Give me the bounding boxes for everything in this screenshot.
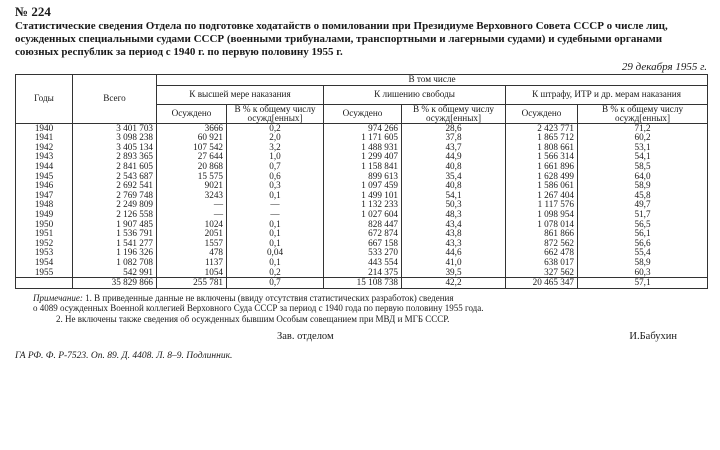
table-cell-death: 3243 (157, 191, 227, 201)
header-percent: В % к общему числу осужд[енных] (578, 104, 708, 123)
table-cell-prison: 828 447 (324, 220, 402, 230)
table-cell-prison-pct: 50,3 (402, 200, 506, 210)
table-cell-prison-pct: 40,8 (402, 162, 506, 172)
table-cell-fine-pct: 64,0 (578, 172, 708, 182)
statistics-table (15, 74, 708, 289)
table-row (16, 143, 708, 153)
table-row (16, 181, 708, 191)
table-cell-death: 478 (157, 248, 227, 258)
table-row (16, 258, 708, 268)
table-cell-prison-pct: 54,1 (402, 191, 506, 201)
table-cell-death-pct: 0,1 (227, 191, 324, 201)
table-cell-total: 1 196 326 (73, 248, 157, 258)
table-cell-death-pct: 0,1 (227, 220, 324, 230)
table-cell-fine-pct: 60,2 (578, 133, 708, 143)
table-cell-fine-pct: 53,1 (578, 143, 708, 153)
table-cell-total: 2 249 809 (73, 200, 157, 210)
table-cell-fine: 1 078 014 (506, 220, 578, 230)
header-convicted: Осуждено (157, 104, 227, 123)
header-percent: В % к общему числу осужд[енных] (227, 104, 324, 123)
table-row (16, 123, 708, 133)
table-row (16, 200, 708, 210)
table-row (16, 133, 708, 143)
table-cell-fine-pct: 57,1 (578, 278, 708, 289)
document-number: № 224 (15, 4, 51, 19)
table-cell-year: 1945 (16, 172, 73, 182)
table-cell-death-pct: 0,7 (227, 278, 324, 289)
table-cell-prison-pct: 43,4 (402, 220, 506, 230)
table-cell-prison-pct: 39,5 (402, 268, 506, 278)
table-cell-prison-pct: 43,3 (402, 239, 506, 249)
table-row (16, 162, 708, 172)
table-cell-death: 15 575 (157, 172, 227, 182)
table-cell-death: 9021 (157, 181, 227, 191)
table-cell-prison-pct: 41,0 (402, 258, 506, 268)
table-cell-total: 542 991 (73, 268, 157, 278)
table-cell-prison-pct: 48,3 (402, 210, 506, 220)
table-cell-death-pct: — (227, 200, 324, 210)
note-1: 1. В приведенные данные не включены (ввиду отсутствия статистических разработок) сведения (85, 292, 454, 303)
table-cell-year: 1941 (16, 133, 73, 143)
table-cell-death: 1024 (157, 220, 227, 230)
table-cell-fine-pct: 58,9 (578, 181, 708, 191)
table-cell-fine: 638 017 (506, 258, 578, 268)
table-cell-year: 1948 (16, 200, 73, 210)
table-cell-fine: 1 661 896 (506, 162, 578, 172)
table-cell-prison: 1 488 931 (324, 143, 402, 153)
table-cell-fine: 861 866 (506, 229, 578, 239)
table-total-row (16, 278, 708, 289)
table-cell-total: 3 401 703 (73, 123, 157, 133)
document-date: 29 декабря 1955 г. (621, 61, 707, 73)
table-cell-prison: 974 266 (324, 123, 402, 133)
table-cell-fine: 1 117 576 (506, 200, 578, 210)
table-cell-fine-pct: 71,2 (578, 123, 708, 133)
table-cell-fine: 1 586 061 (506, 181, 578, 191)
table-cell-death-pct: 0,1 (227, 239, 324, 249)
table-cell-year: 1950 (16, 220, 73, 230)
table-cell-year: 1949 (16, 210, 73, 220)
signature-position: Зав. отделом (277, 331, 334, 343)
table-cell-fine: 1 566 314 (506, 152, 578, 162)
table-cell-year: 1946 (16, 181, 73, 191)
table-cell-total: 1 536 791 (73, 229, 157, 239)
table-cell-death: 20 868 (157, 162, 227, 172)
table-cell-fine: 1 808 661 (506, 143, 578, 153)
table-cell-prison: 1 027 604 (324, 210, 402, 220)
table-cell-prison: 15 108 738 (324, 278, 402, 289)
table-cell-fine: 327 562 (506, 268, 578, 278)
table-cell-year: 1955 (16, 268, 73, 278)
table-row (16, 248, 708, 258)
table-cell-death: 3666 (157, 123, 227, 133)
table-cell-prison-pct: 37,8 (402, 133, 506, 143)
table-cell-death-pct: 0,04 (227, 248, 324, 258)
table-body (16, 123, 708, 288)
table-cell-prison: 533 270 (324, 248, 402, 258)
table-cell-prison: 1 499 101 (324, 191, 402, 201)
table-cell-death: 60 921 (157, 133, 227, 143)
table-cell-death: — (157, 210, 227, 220)
table-cell-fine: 2 423 771 (506, 123, 578, 133)
table-cell-death-pct: — (227, 210, 324, 220)
table-cell-year: 1944 (16, 162, 73, 172)
table-cell-death-pct: 3,2 (227, 143, 324, 153)
table-cell-year: 1943 (16, 152, 73, 162)
signature-block (15, 331, 707, 342)
table-cell-fine: 1 865 712 (506, 133, 578, 143)
table-cell-fine: 872 562 (506, 239, 578, 249)
table-cell-fine-pct: 45,8 (578, 191, 708, 201)
header-total: Всего (73, 75, 157, 124)
table-cell-fine-pct: 56,6 (578, 239, 708, 249)
notes (15, 293, 707, 325)
table-cell-death: 1054 (157, 268, 227, 278)
table-cell-death-pct: 0,1 (227, 229, 324, 239)
table-cell-fine: 1 098 954 (506, 210, 578, 220)
table-cell-total: 2 543 687 (73, 172, 157, 182)
table-cell-fine-pct: 60,3 (578, 268, 708, 278)
table-cell-death-pct: 0,2 (227, 268, 324, 278)
table-cell-prison-pct: 28,6 (402, 123, 506, 133)
table-cell-death-pct: 0,3 (227, 181, 324, 191)
table-cell-death: 27 644 (157, 152, 227, 162)
document-title: Статистические сведения Отдела по подготовке ходатайств о помиловании при Президиуме Верховного Совета СССР о числе лиц, осужденных специальными судами СССР (военными трибуналами, транспортными и лагерными судами) и судебными органами союзных республик за период с 1940 г. по первую половину 1955 г. (15, 20, 668, 58)
table-cell-prison-pct: 44,6 (402, 248, 506, 258)
table-cell-prison: 1 299 407 (324, 152, 402, 162)
table-cell-death: 1557 (157, 239, 227, 249)
table-cell-prison: 1 132 233 (324, 200, 402, 210)
table-row (16, 239, 708, 249)
table-cell-death: 255 781 (157, 278, 227, 289)
table-cell-year: 1942 (16, 143, 73, 153)
table-cell-prison: 899 613 (324, 172, 402, 182)
table-cell-prison: 672 874 (324, 229, 402, 239)
header-convicted: Осуждено (324, 104, 402, 123)
archive-reference: ГА РФ. Ф. Р-7523. Оп. 89. Д. 4408. Л. 8–9. Подлинник. (15, 351, 233, 362)
table-cell-total: 1 082 708 (73, 258, 157, 268)
note-2: 2. Не включены также сведения об осужденных бывшим Особым совещанием при МВД и МГБ СССР. (56, 313, 450, 324)
header-years: Годы (16, 75, 73, 124)
table-cell-death-pct: 0,1 (227, 258, 324, 268)
table-cell-total: 2 893 365 (73, 152, 157, 162)
table-cell-total: 1 541 277 (73, 239, 157, 249)
table-cell-prison-pct: 40,8 (402, 181, 506, 191)
table-cell-prison: 667 158 (324, 239, 402, 249)
table-cell-total: 2 769 748 (73, 191, 157, 201)
table-row (16, 152, 708, 162)
table-cell-fine-pct: 51,7 (578, 210, 708, 220)
header-convicted: Осуждено (506, 104, 578, 123)
table-cell-total: 2 692 541 (73, 181, 157, 191)
table-cell-prison: 1 158 841 (324, 162, 402, 172)
signature-name: И.Бабухин (629, 331, 677, 343)
table-cell-death-pct: 0,7 (227, 162, 324, 172)
notes-label: Примечание: (33, 292, 83, 303)
table-cell-prison-pct: 43,7 (402, 143, 506, 153)
table-cell-prison: 443 554 (324, 258, 402, 268)
header-fine: К штрафу, ИТР и др. мерам наказания (506, 85, 708, 104)
table-cell-death-pct: 0,6 (227, 172, 324, 182)
table-cell-fine-pct: 56,5 (578, 220, 708, 230)
table-cell-fine-pct: 54,1 (578, 152, 708, 162)
table-cell-death: 2051 (157, 229, 227, 239)
table-cell-prison-pct: 43,8 (402, 229, 506, 239)
table-cell-fine-pct: 58,9 (578, 258, 708, 268)
table-cell-fine: 1 628 499 (506, 172, 578, 182)
table-cell-fine-pct: 49,7 (578, 200, 708, 210)
header-imprisonment: К лишению свободы (324, 85, 506, 104)
table-cell-fine-pct: 55,4 (578, 248, 708, 258)
table-row (16, 210, 708, 220)
table-row (16, 220, 708, 230)
table-row (16, 268, 708, 278)
table-row (16, 172, 708, 182)
table-cell-total: 35 829 866 (73, 278, 157, 289)
table-cell-prison: 214 375 (324, 268, 402, 278)
table-cell-year: 1954 (16, 258, 73, 268)
table-cell-year: 1951 (16, 229, 73, 239)
header-including: В том числе (157, 75, 708, 86)
table-cell-year: 1953 (16, 248, 73, 258)
table-cell-fine: 20 465 347 (506, 278, 578, 289)
table-cell-total: 3 405 134 (73, 143, 157, 153)
table-cell-death-pct: 2,0 (227, 133, 324, 143)
table-cell-year (16, 278, 73, 289)
table-cell-total: 3 098 238 (73, 133, 157, 143)
table-cell-death: — (157, 200, 227, 210)
table-cell-prison-pct: 44,9 (402, 152, 506, 162)
table-cell-year: 1952 (16, 239, 73, 249)
table-cell-prison: 1 097 459 (324, 181, 402, 191)
table-cell-death-pct: 0,2 (227, 123, 324, 133)
table-cell-death-pct: 1,0 (227, 152, 324, 162)
table-cell-death: 107 542 (157, 143, 227, 153)
table-cell-fine-pct: 56,1 (578, 229, 708, 239)
table-cell-total: 2 126 558 (73, 210, 157, 220)
table-cell-prison: 1 171 605 (324, 133, 402, 143)
table-cell-fine: 1 267 404 (506, 191, 578, 201)
table-cell-fine-pct: 58,5 (578, 162, 708, 172)
table-cell-year: 1947 (16, 191, 73, 201)
table-cell-fine: 662 478 (506, 248, 578, 258)
table-cell-year: 1940 (16, 123, 73, 133)
table-cell-total: 2 841 605 (73, 162, 157, 172)
header-death-penalty: К высшей мере наказания (157, 85, 324, 104)
table-row (16, 229, 708, 239)
table-cell-total: 1 907 485 (73, 220, 157, 230)
table-cell-death: 1137 (157, 258, 227, 268)
table-row (16, 191, 708, 201)
table-cell-prison-pct: 35,4 (402, 172, 506, 182)
table-cell-prison-pct: 42,2 (402, 278, 506, 289)
note-1-continued: о 4089 осужденных Военной коллегией Верховного Суда СССР за период с 1940 года по первую половину 1955 года. (33, 303, 484, 314)
header-percent: В % к общему числу осужд[енных] (402, 104, 506, 123)
